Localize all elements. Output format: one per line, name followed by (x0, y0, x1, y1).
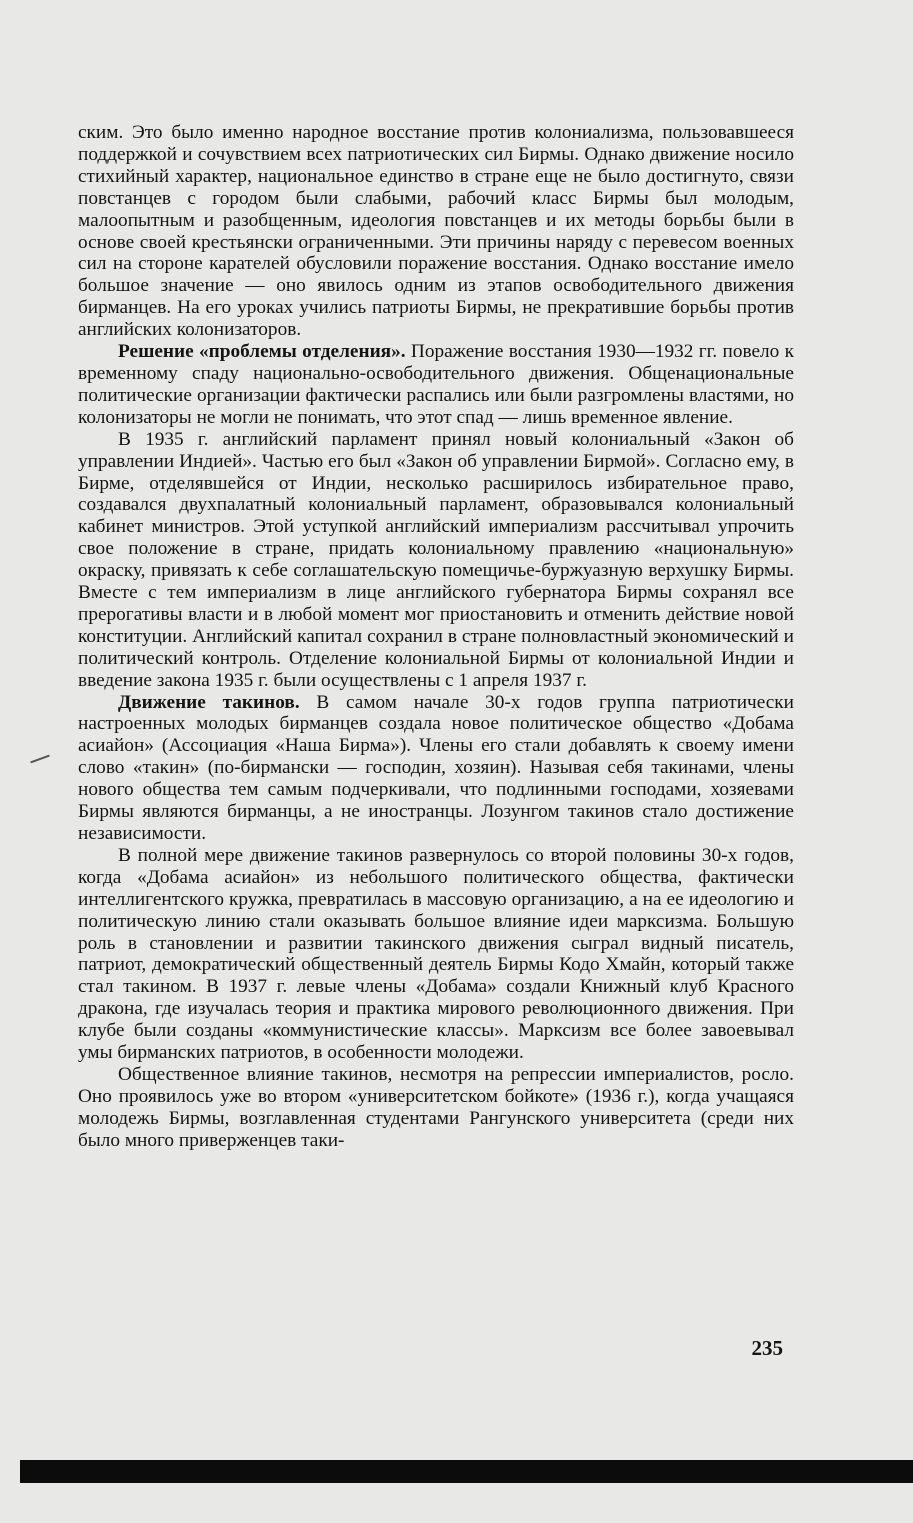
paragraph-6 (78, 1064, 794, 1152)
paragraph-3 (78, 429, 794, 692)
paragraph-3-text: В 1935 г. английский парламент принял новый колониальный «Закон об управлении Индией». Частью его был «Закон об управлении Бирмой». Согласно ему, в Бирме, отделявшейся от Индии, несколько расширилось избирательное право, создавался двухпалатный колониальный парламент, образовывался колониальный кабинет министров. Этой уступкой английский империализм рассчитывал упрочить свое положение в стране, придать колониальному правлению «национальную» окраску, привязать к себе соглашательскую помещичье-буржуазную верхушку Бирмы. Вместе с тем империализм в лице английского губернатора Бирмы сохранял все прерогативы власти и в любой момент мог приостановить и отменить действие новой конституции. Английский капитал сохранил в стране полновластный экономический и политический контроль. Отделение колониальной Бирмы от колониальной Индии и введение закона 1935 г. были осуществлены с 1 апреля 1937 г. (78, 428, 794, 691)
scan-bottom-bar (20, 1460, 913, 1483)
paragraph-2-text: Поражение восстания 1930—1932 гг. повело к временному спаду национально-освободительного движения. Общенациональные политические организации фактически распались или были разгромлены властями, но колонизаторы не могли не понимать, что этот спад — лишь временное явление. (78, 341, 794, 428)
paragraph-1 (78, 122, 794, 341)
margin-mark (30, 755, 49, 764)
paragraph-4-text: В самом начале 30-х годов группа патриотически настроенных молодых бирманцев создала новое политическое общество «Добама асиайон» (Ассоциация «Наша Бирма»). Члены его стали добавлять к своему имени слово «такин» (по-бирмански — господин, хозяин). Называя себя такинами, члены нового общества тем самым подчеркивали, что подлинными господами, хозяевами Бирмы являются бирманцы, а не иностранцы. Лозунгом такинов стало достижение независимости. (78, 691, 794, 844)
paragraph-4 (78, 692, 794, 845)
paragraph-1-text: ским. Это было именно народное восстание против колониализма, пользовавшееся поддержкой и сочувствием всех патриотических сил Бирмы. Однако движение носило стихийный характер, национальное единство в стране еще не было достигнуто, связи повстанцев с городом были слабыми, рабочий класс Бирмы был молодым, малоопытным и разобщенным, идеология повстанцев и их методы борьбы были в основе своей крестьянски ограниченными. Эти причины наряду с перевесом военных сил на стороне карателей обусловили поражение восстания. Однако восстание имело большое значение — оно явилось одним из этапов освободительного движения бирманцев. На его уроках учились патриоты Бирмы, не прекратившие борьбы против английских колонизаторов. (78, 122, 794, 341)
paragraph-5 (78, 845, 794, 1064)
paragraph-5-text: В полной мере движение такинов развернулось со второй половины 30-х годов, когда «Добама асиайон» из небольшого политического общества, фактически интеллигентского кружка, превратилась в массовую организацию, а на ее идеологию и политическую линию стали оказывать большое влияние идеи марксизма. Большую роль в становлении и развитии такинского движения сыграл видный писатель, патриот, демократический общественный деятель Бирмы Кодо Хмайн, который также стал такином. В 1937 г. левые члены «Добама» создали Книжный клуб Красного дракона, где изучалась теория и практика мирового революционного движения. При клубе были созданы «коммунистические классы». Марксизм все более завоевывал умы бирманских патриотов, в особенности молодежи. (78, 844, 794, 1064)
body-text (78, 122, 794, 1152)
paragraph-2 (78, 341, 794, 429)
paragraph-6-text: Общественное влияние такинов, несмотря на репрессии империалистов, росло. Оно проявилось уже во втором «университетском бойкоте» (1936 г.), когда учащаяся молодежь Бирмы, возглавленная студентами Рангунского университета (среди них было много приверженцев таки- (78, 1063, 794, 1151)
section-heading-thakins: Движение такинов. (118, 691, 300, 713)
page-number: 235 (751, 1336, 783, 1360)
section-heading-separation: Решение «проблемы отделения». (118, 341, 406, 363)
